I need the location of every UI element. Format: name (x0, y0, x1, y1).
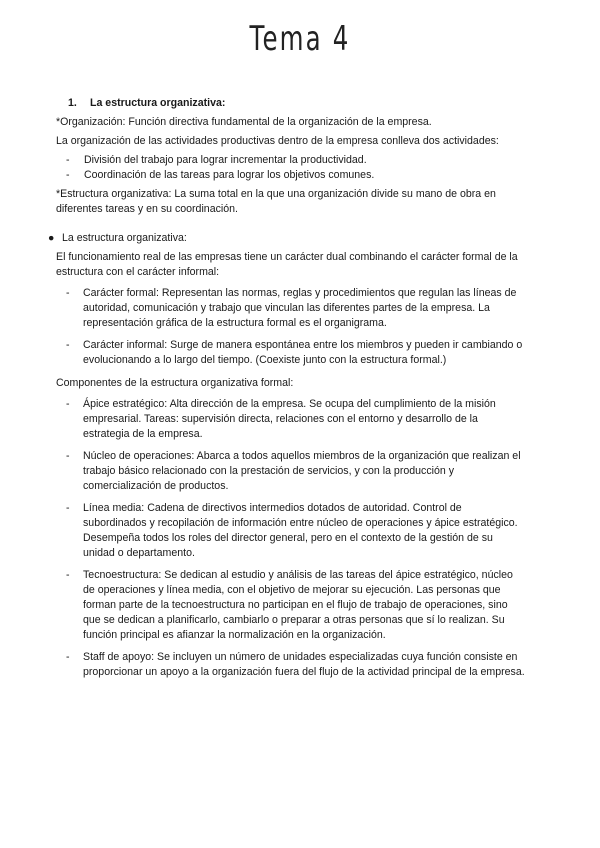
bullet-heading (48, 231, 526, 246)
page-title: Tema 4 (249, 19, 351, 59)
paragraph-dual: El funcionamiento real de las empresas tiene un carácter dual combinando el carácter formal de la estructura con el carácter informal: (56, 251, 518, 278)
character-list (56, 286, 526, 368)
section-title: La estructura organizativa: (90, 97, 226, 109)
definition-estructura: *Estructura organizativa: La suma total en la que una organización divide su mano de obra en diferentes tareas y en su coordinación. (56, 188, 496, 215)
list-item: - División del trabajo para lograr incrementar la productividad. (66, 153, 526, 168)
bullet-icon: ● (48, 232, 55, 244)
section-number: 1. (68, 97, 77, 109)
components-heading: Componentes de la estructura organizativa formal: (56, 377, 294, 389)
list-item: - Ápice estratégico: Alta dirección de la empresa. Se ocupa del cumplimiento de la misión empresarial. Tareas: supervisión directa, relaciones con el entorno y desarrollo de la estrategia de la empresa. (66, 398, 496, 440)
list-item: - Núcleo de operaciones: Abarca a todos aquellos miembros de la organización que realizan el trabajo básico relacionado con la prestación de servicios, y con la producción y comercialización de productos. (66, 450, 521, 492)
paragraph-actividades: La organización de las actividades productivas dentro de la empresa conlleva dos actividades: (56, 135, 499, 147)
activities-list (56, 153, 526, 183)
list-item: - Línea media: Cadena de directivos intermedios dotados de autoridad. Control de subordinados y recopilación de información entre núcleo de operaciones y ápice estratégico. Desempeña todos los roles del director general, pero en el contexto de la gestión de su unidad o departamento. (66, 502, 518, 559)
list-item: - Carácter informal: Surge de manera espontánea entre los miembros y pueden ir cambiando o evolucionando a lo largo del tiempo. (Coexiste junto con la estructura formal.) (66, 339, 523, 366)
list-item: - Tecnoestructura: Se dedican al estudio y análisis de las tareas del ápice estratégico, núcleo de operaciones y línea media, con el objetivo de mejorar su ejecución. Las personas que forman parte de la tecnoestructura no participan en el flujo de trabajo de operaciones, sino que se dedican a planificarlo, cambiarlo o preparar a otras personas que sí lo realizan. Su función principal es afianzar la normalización en la organización. (66, 569, 513, 641)
components-list (56, 397, 526, 680)
list-item: - Carácter formal: Representan las normas, reglas y procedimientos que regulan las líneas de autoridad, comunicación y trabajo que vinculan las diferentes partes de la empresa. La representación gráfica de la estructura formal es el organigrama. (66, 287, 517, 329)
list-item: - Staff de apoyo: Se incluyen un número de unidades especializadas cuya función consiste en proporcionar un apoyo a la organización fuera del flujo de la actividad principal de la empresa. (66, 651, 525, 678)
bullet-heading-text: La estructura organizativa: (62, 232, 187, 244)
document-body (48, 96, 526, 688)
list-item: - Coordinación de las tareas para lograr los objetivos comunes. (66, 168, 526, 183)
section-heading (68, 96, 526, 111)
definition-organizacion: *Organización: Función directiva fundamental de la organización de la empresa. (56, 116, 432, 128)
